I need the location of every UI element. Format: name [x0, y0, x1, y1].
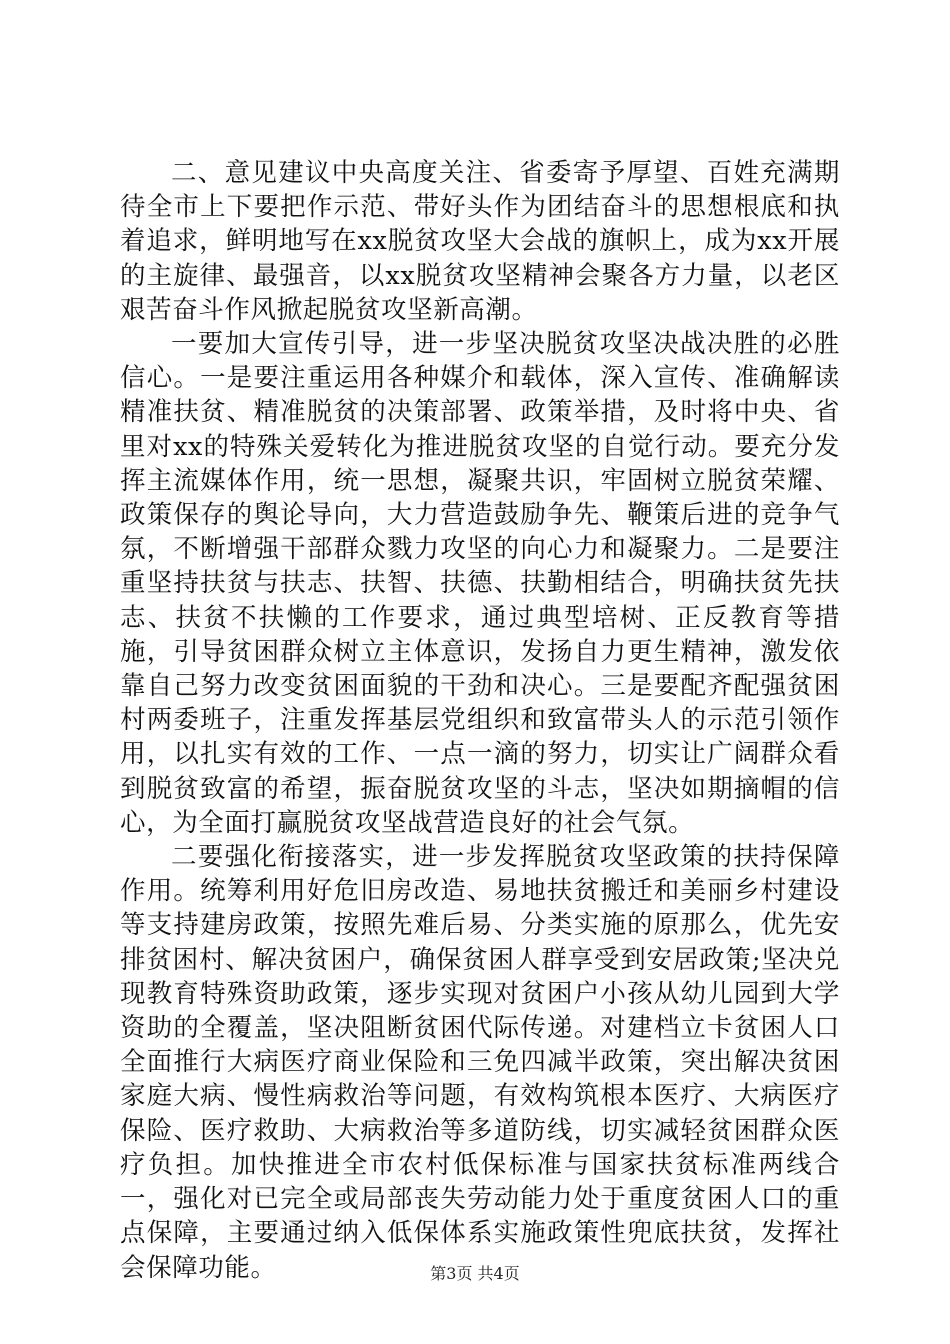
- document-body: [120, 156, 840, 1285]
- paragraph-publicity-guidance: 一要加大宣传引导，进一步坚决脱贫攻坚决战决胜的必胜信心。一是要注重运用各种媒介和载体，深入宣传、准确解读精准扶贫、精准脱贫的决策部署、政策举措，及时将中央、省里对xx的特殊关爱转化为推进脱贫攻坚的自觉行动。要充分发挥主流媒体作用，统一思想，凝聚共识，牢固树立脱贫荣耀、政策保存的舆论导向，大力营造鼓励争先、鞭策后进的竞争气氛，不断增强干部群众戮力攻坚的向心力和凝聚力。二是要注重坚持扶贫与扶志、扶智、扶德、扶勤相结合，明确扶贫先扶志、扶贫不扶懒的工作要求，通过典型培树、正反教育等措施，引导贫困群众树立主体意识，发扬自力更生精神，激发依靠自己努力改变贫困面貌的干劲和决心。三是要配齐配强贫困村两委班子，注重发挥基层党组织和致富带头人的示范引领作用，以扎实有效的工作、一点一滴的努力，切实让广阔群众看到脱贫致富的希望，振奋脱贫攻坚的斗志，坚决如期摘帽的信心，为全面打赢脱贫攻坚战营造良好的社会气氛。: [120, 329, 840, 838]
- paragraph-suggestions: 二、意见建议中央高度关注、省委寄予厚望、百姓充满期待全市上下要把作示范、带好头作为团结奋斗的思想根底和执着追求，鲜明地写在xx脱贫攻坚大会战的旗帜上，成为xx开展的主旋律、最强音，以xx脱贫攻坚精神会聚各方力量，以老区艰苦奋斗作风掀起脱贫攻坚新高潮。: [120, 158, 840, 325]
- paragraph-policy-implementation: 二要强化衔接落实，进一步发挥脱贫攻坚政策的扶持保障作用。统筹利用好危旧房改造、易地扶贫搬迁和美丽乡村建设等支持建房政策，按照先难后易、分类实施的原那么，优先安排贫困村、解决贫困户，确保贫困人群享受到安居政策;坚决兑现教育特殊资助政策，逐步实现对贫困户小孩从幼儿园到大学资助的全覆盖，坚决阻断贫困代际传递。对建档立卡贫困人口全面推行大病医疗商业保险和三免四减半政策，突出解决贫困家庭大病、慢性病救治等问题，有效构筑根本医疗、大病医疗保险、医疗救助、大病救治等多道防线，切实减轻贫困群众医疗负担。加快推进全市农村低保标准与国家扶贫标准两线合一，强化对已完全或局部丧失劳动能力处于重度贫困人口的重点保障，主要通过纳入低保体系实施政策性兜底扶贫，发挥社会保障功能。: [120, 842, 840, 1283]
- page-number-footer: 第3页 共4页: [430, 1264, 520, 1283]
